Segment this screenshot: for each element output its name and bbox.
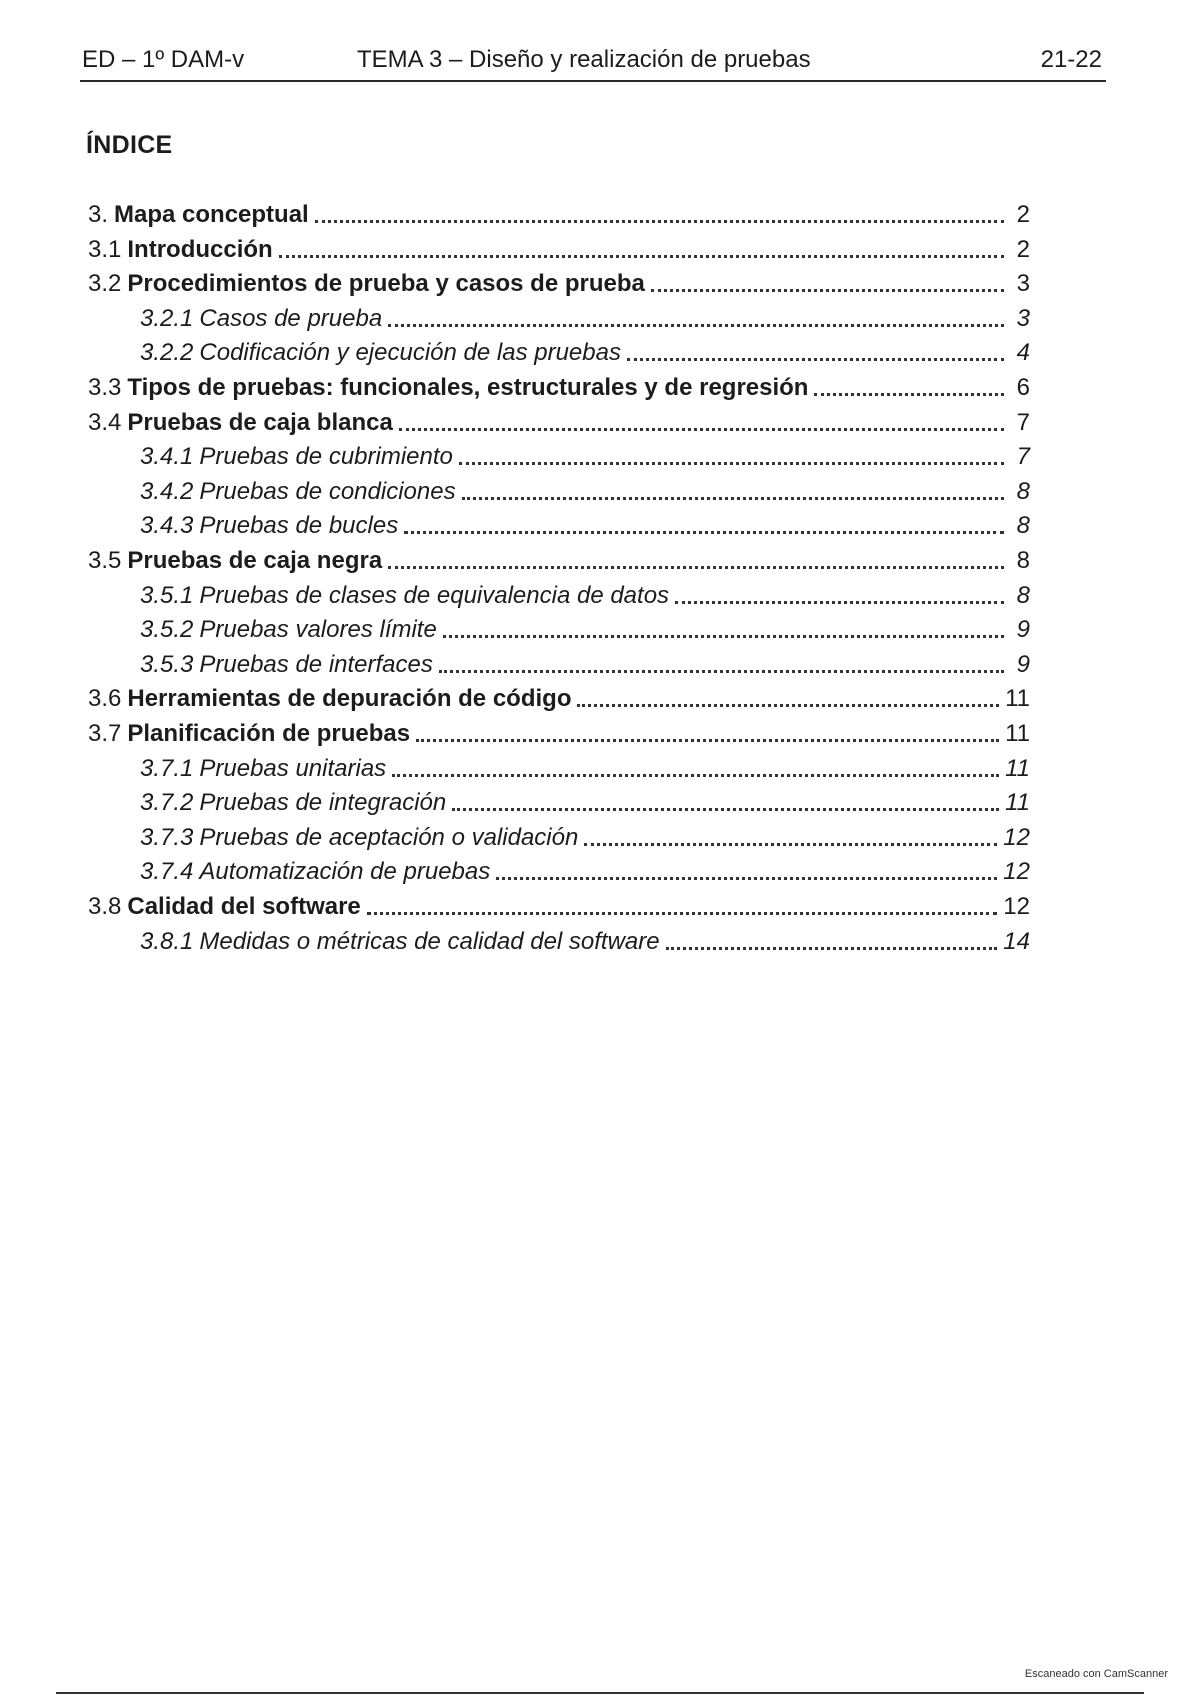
toc-leader-dots <box>666 947 998 950</box>
toc-number: 3.7.3 <box>140 824 194 851</box>
toc-leader-dots <box>496 877 997 880</box>
toc-page-number: 11 <box>1005 720 1030 747</box>
toc-leader-dots <box>675 601 1004 604</box>
toc-subentry[interactable] <box>140 784 1030 818</box>
toc-subentry[interactable] <box>140 507 1030 541</box>
toc-entry[interactable] <box>88 404 1030 438</box>
toc-page-number: 7 <box>1016 443 1030 470</box>
toc-subentry[interactable] <box>140 819 1030 853</box>
toc-leader-dots <box>627 358 1004 361</box>
toc-page-number: 8 <box>1016 582 1030 609</box>
toc-leader-dots <box>279 255 1004 258</box>
toc-title: Tipos de pruebas: funcionales, estructurales y de regresión <box>127 374 809 401</box>
toc-title: Pruebas de caja negra <box>127 547 383 574</box>
header-topic: TEMA 3 – Diseño y realización de pruebas <box>357 46 811 73</box>
toc-number: 3.8.1 <box>140 928 194 955</box>
toc-number: 3.4.3 <box>140 512 194 539</box>
toc-page-number: 9 <box>1016 651 1030 678</box>
toc-number: 3.4.1 <box>140 443 194 470</box>
toc-title: Mapa conceptual <box>114 201 309 228</box>
toc-subentry[interactable] <box>140 750 1030 784</box>
footer-rule <box>56 1692 1144 1694</box>
toc-number: 3.7 <box>88 720 122 747</box>
toc-page-number: 9 <box>1016 616 1030 643</box>
toc-leader-dots <box>416 739 999 742</box>
toc-number: 3.4 <box>88 409 122 436</box>
toc-number: 3.8 <box>88 893 122 920</box>
toc-number: 3.7.4 <box>140 858 194 885</box>
toc-leader-dots <box>404 531 1004 534</box>
toc-title: Automatización de pruebas <box>199 858 491 885</box>
toc-entry[interactable] <box>88 715 1030 749</box>
toc-title: Pruebas de condiciones <box>199 478 456 505</box>
toc-leader-dots <box>388 566 1004 569</box>
toc-number: 3.6 <box>88 685 122 712</box>
toc-title: Pruebas de caja blanca <box>127 409 393 436</box>
toc-title: Procedimientos de prueba y casos de prueba <box>127 270 645 297</box>
toc-title: Pruebas de bucles <box>199 512 399 539</box>
toc-number: 3.4.2 <box>140 478 194 505</box>
toc-page-number: 3 <box>1016 270 1030 297</box>
toc-title: Pruebas unitarias <box>199 755 387 782</box>
toc-number: 3.2 <box>88 270 122 297</box>
toc-leader-dots <box>577 704 999 707</box>
header-course: ED – 1º DAM-v <box>82 46 245 73</box>
toc-entry[interactable] <box>88 265 1030 299</box>
toc-page-number: 3 <box>1016 305 1030 332</box>
toc-subentry[interactable] <box>140 438 1030 472</box>
toc-number: 3.5.1 <box>140 582 194 609</box>
index-title: ÍNDICE <box>86 131 173 159</box>
toc-page-number: 8 <box>1016 547 1030 574</box>
toc-leader-dots <box>462 497 1004 500</box>
toc-page-number: 14 <box>1003 928 1030 955</box>
toc-subentry[interactable] <box>140 300 1030 334</box>
toc-title: Pruebas de cubrimiento <box>199 443 453 470</box>
toc-entry[interactable] <box>88 888 1030 922</box>
toc-title: Herramientas de depuración de código <box>127 685 572 712</box>
toc-number: 3.7.2 <box>140 789 194 816</box>
toc-subentry[interactable] <box>140 923 1030 957</box>
toc-title: Medidas o métricas de calidad del software <box>199 928 660 955</box>
toc-title: Introducción <box>127 236 273 263</box>
toc-page-number: 6 <box>1016 374 1030 401</box>
toc-subentry[interactable] <box>140 611 1030 645</box>
toc-title: Pruebas valores límite <box>199 616 437 643</box>
toc-page-number: 7 <box>1016 409 1030 436</box>
toc-title: Pruebas de integración <box>199 789 447 816</box>
toc-title: Casos de prueba <box>199 305 383 332</box>
toc-subentry[interactable] <box>140 334 1030 368</box>
page-header <box>80 42 1106 82</box>
toc-page-number: 11 <box>1005 755 1030 782</box>
toc-page-number: 4 <box>1016 339 1030 366</box>
toc-title: Pruebas de interfaces <box>199 651 433 678</box>
toc-leader-dots <box>367 912 998 915</box>
toc-number: 3.5.3 <box>140 651 194 678</box>
toc-leader-dots <box>814 393 1004 396</box>
toc-leader-dots <box>651 289 1004 292</box>
toc-title: Codificación y ejecución de las pruebas <box>199 339 621 366</box>
toc-number: 3.2.2 <box>140 339 194 366</box>
scanner-watermark: Escaneado con CamScanner <box>1024 1668 1168 1680</box>
toc-leader-dots <box>388 324 1004 327</box>
toc-subentry[interactable] <box>140 853 1030 887</box>
toc-number: 3.3 <box>88 374 122 401</box>
toc-number: 3. <box>88 201 109 228</box>
toc-page-number: 12 <box>1003 893 1030 920</box>
toc-leader-dots <box>584 843 997 846</box>
toc-number: 3.1 <box>88 236 122 263</box>
toc-page-number: 2 <box>1016 201 1030 228</box>
toc-page-number: 11 <box>1005 685 1030 712</box>
toc-subentry[interactable] <box>140 577 1030 611</box>
toc-title: Planificación de pruebas <box>127 720 411 747</box>
toc-entry[interactable] <box>88 196 1030 230</box>
toc-leader-dots <box>443 635 1004 638</box>
toc-subentry[interactable] <box>140 646 1030 680</box>
toc-number: 3.5 <box>88 547 122 574</box>
toc-subentry[interactable] <box>140 473 1030 507</box>
toc-page-number: 11 <box>1005 789 1030 816</box>
toc-number: 3.7.1 <box>140 755 194 782</box>
toc-leader-dots <box>459 462 1004 465</box>
header-year: 21-22 <box>1040 46 1102 73</box>
toc-entry[interactable] <box>88 680 1030 714</box>
toc-leader-dots <box>439 670 1004 673</box>
toc-entry[interactable] <box>88 369 1030 403</box>
toc-page-number: 12 <box>1003 858 1030 885</box>
toc-title: Pruebas de clases de equivalencia de datos <box>199 582 670 609</box>
toc-title: Pruebas de aceptación o validación <box>199 824 579 851</box>
toc-title: Calidad del software <box>127 893 361 920</box>
toc-entry[interactable] <box>88 542 1030 576</box>
toc-leader-dots <box>452 808 999 811</box>
toc-number: 3.5.2 <box>140 616 194 643</box>
toc-leader-dots <box>392 774 999 777</box>
toc-page-number: 8 <box>1016 478 1030 505</box>
toc-leader-dots <box>399 428 1004 431</box>
toc-page-number: 8 <box>1016 512 1030 539</box>
toc-page-number: 12 <box>1003 824 1030 851</box>
toc-entry[interactable] <box>88 231 1030 265</box>
toc-number: 3.2.1 <box>140 305 194 332</box>
toc-leader-dots <box>315 220 1004 223</box>
toc-page-number: 2 <box>1016 236 1030 263</box>
